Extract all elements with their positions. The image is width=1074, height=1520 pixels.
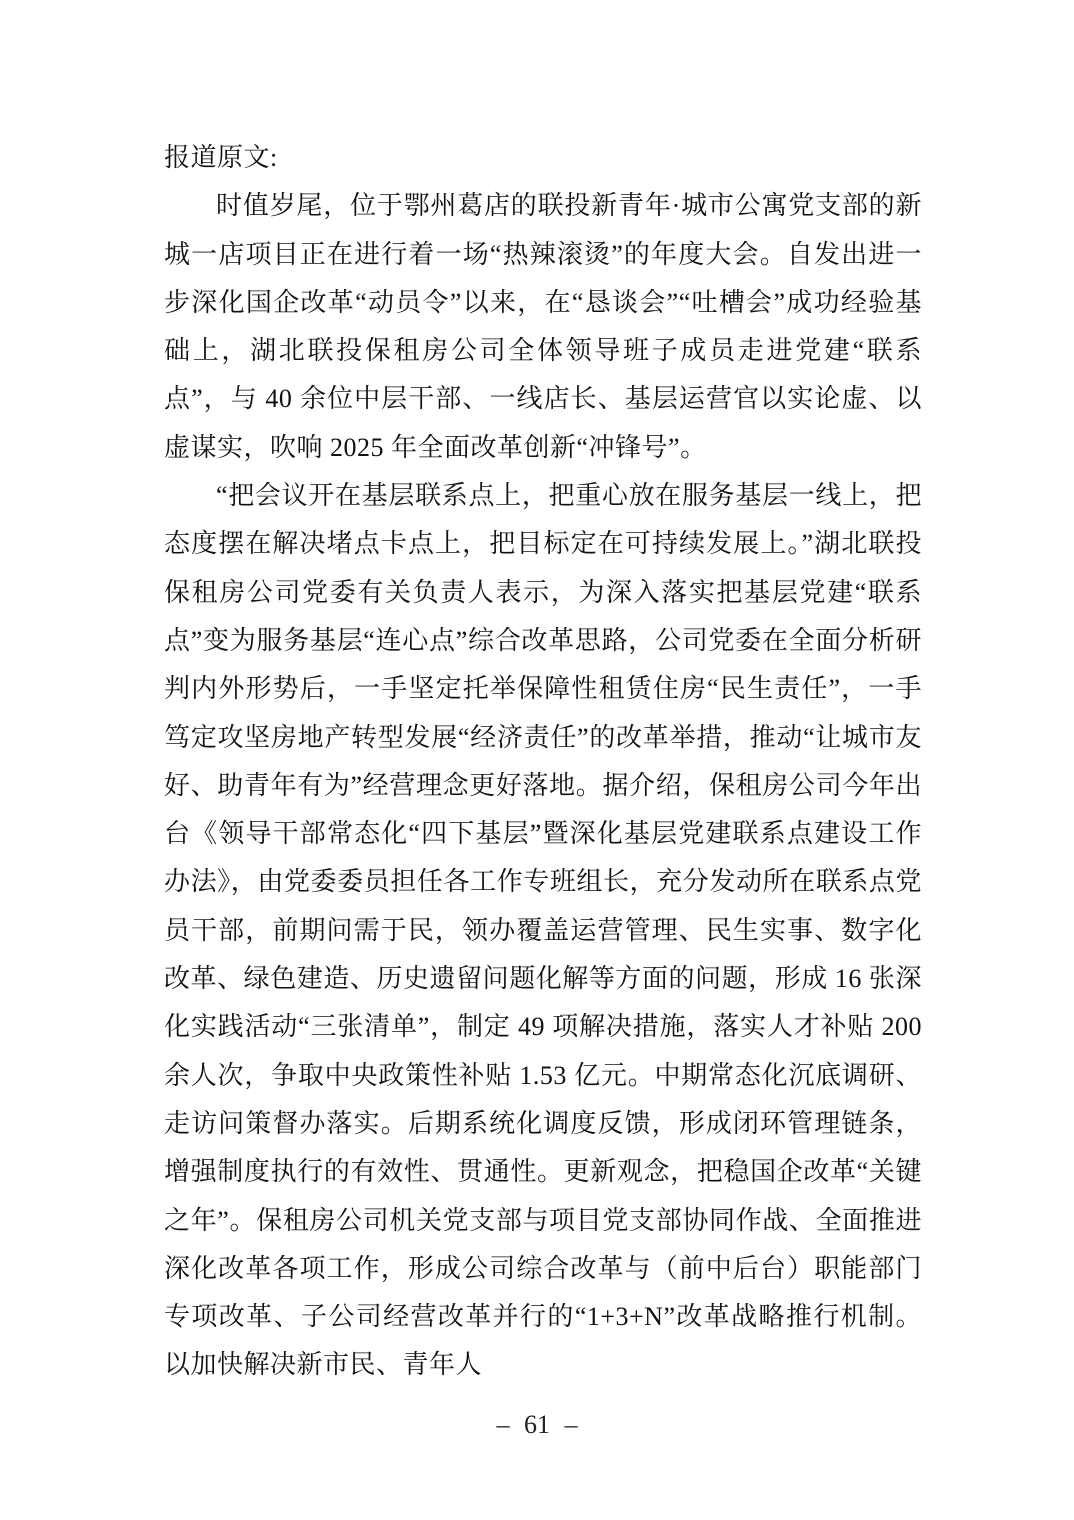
paragraph-annual-meeting: 时值岁尾，位于鄂州葛店的联投新青年·城市公寓党支部的新城一店项目正在进行着一场“热辣滚烫”的年度大会。自发出进一步深化国企改革“动员令”以来，在“恳谈会”“吐槽会”成功经验基础上，湖北联投保租房公司全体领导班子成员走进党建“联系点”，与 40 余位中层干部、一线店长、基层运营官以实论虚、以虚谋实，吹响 2025 年全面改革创新“冲锋号”。 — [164, 191, 922, 462]
page-number: – 61 – — [496, 1410, 578, 1439]
document-body — [164, 134, 922, 1390]
paragraph-reform-measures: “把会议开在基层联系点上，把重心放在服务基层一线上，把态度摆在解决堵点卡点上，把目标定在可持续发展上。”湖北联投保租房公司党委有关负责人表示，为深入落实把基层党建“联系点”变为服务基层“连心点”综合改革思路，公司党委在全面分析研判内外形势后，一手坚定托举保障性租赁住房“民生责任”，一手笃定攻坚房地产转型发展“经济责任”的改革举措，推动“让城市友好、助青年有为”经营理念更好落地。据介绍，保租房公司今年出台《领导干部常态化“四下基层”暨深化基层党建联系点建设工作办法》，由党委委员担任各工作专班组长，充分发动所在联系点党员干部，前期问需于民，领办覆盖运营管理、民生实事、数字化改革、绿色建造、历史遗留问题化解等方面的问题，形成 16 张深化实践活动“三张清单”，制定 49 项解决措施，落实人才补贴 200 余人次，争取中央政策性补贴 1.53 亿元。中期常态化沉底调研、走访问策督办落实。后期系统化调度反馈，形成闭环管理链条，增强制度执行的有效性、贯通性。更新观念，把稳国企改革“关键之年”。保租房公司机关党支部与项目党支部协同作战、全面推进深化改革各项工作，形成公司综合改革与（前中后台）职能部门专项改革、子公司经营改革并行的“1+3+N”改革战略推行机制。以加快解决新市民、青年人 — [164, 481, 922, 1380]
page-footer — [0, 1410, 1074, 1440]
report-original-heading: 报道原文: — [164, 143, 278, 172]
